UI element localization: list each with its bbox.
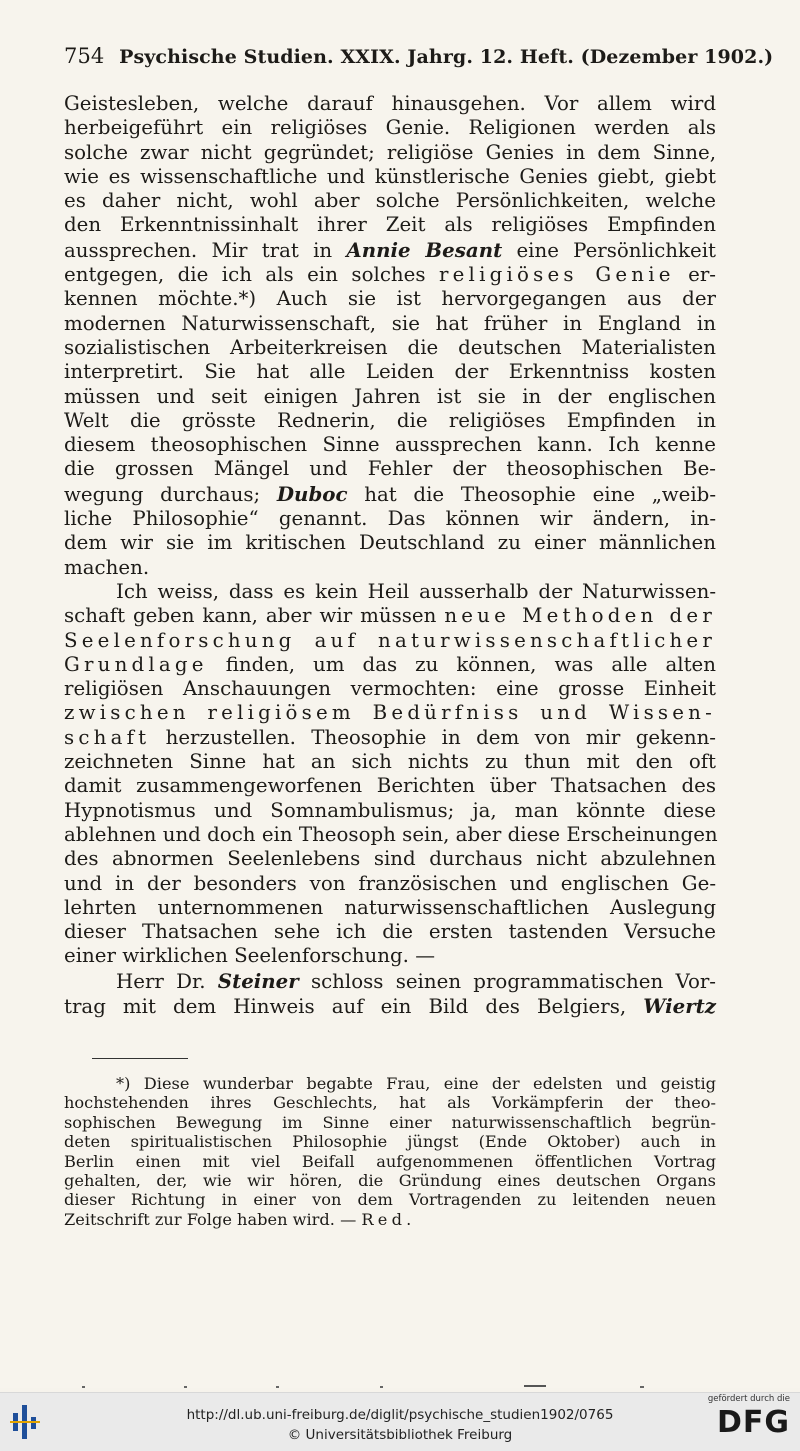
copyright-notice: © Universitätsbibliothek Freiburg — [287, 1427, 513, 1443]
spaced-emphasis: neue Methoden der — [444, 604, 716, 628]
text-fragment: schaft geben kann, aber wir müssen — [64, 604, 445, 628]
spaced-emphasis: schaft — [64, 725, 151, 749]
footnote-line: gehalten, der, wie wir hören, die Gründung eines deutschen Organs — [64, 1171, 716, 1191]
text-line: einer wirklichen Seelenforschung. — — [64, 944, 436, 968]
text-line: zwischen religiösem Bedürfniss und Wissen- — [64, 701, 716, 725]
text-line: sozialistischen Arbeiterkreisen die deutschen Materialisten — [64, 335, 716, 359]
text-line — [64, 726, 716, 750]
text-line: Welt die grösste Rednerin, die religiöses Empfinden in — [64, 408, 716, 432]
scan-artifacts — [80, 1384, 720, 1390]
running-title: Psychische Studien. XXIX. Jahrg. 12. Heft. (Dezember 1902.) — [119, 46, 774, 68]
text-line: liche Philosophie“ genannt. Das können wir ändern, in- — [64, 507, 716, 531]
text-line: ablehnen und doch ein Theosoph sein, aber diese Erscheinungen — [64, 822, 718, 846]
text-line: damit zusammengeworfenen Berichten über Thatsachen des — [64, 774, 716, 798]
footnote — [64, 1074, 716, 1229]
viewer-footer — [0, 1392, 800, 1451]
text-line: solche zwar nicht gegründet; religiöse Genies in dem Sinne, — [64, 140, 716, 164]
text-fragment: eine Persönlichkeit — [502, 238, 716, 262]
text-line — [64, 263, 716, 287]
text-line: die grossen Mängel und Fehler der theosophischen Be- — [64, 457, 716, 481]
text-line: religiösen Anschauungen vermochten: eine grosse Einheit — [64, 677, 716, 701]
person-name: Annie Besant — [346, 237, 503, 262]
person-name: Duboc — [276, 481, 348, 506]
footnote-line: dieser Richtung in einer von dem Vortragenden zu leitenden neuen — [64, 1190, 716, 1210]
text-fragment: herzustellen. Theosophie in dem von mir gekenn- — [150, 725, 716, 749]
text-fragment: Zeitschrift zur Folge haben wird. — — [64, 1209, 362, 1229]
spaced-emphasis: religiöses Genie — [438, 263, 675, 287]
text-fragment: hat die Theosophie eine „weib- — [347, 482, 717, 506]
running-header — [64, 44, 774, 68]
text-fragment: aussprechen. Mir trat in — [64, 238, 347, 262]
text-fragment: wegung durchaus; — [64, 482, 277, 506]
text-line: es daher nicht, wohl aber solche Persönlichkeiten, welche — [64, 189, 716, 213]
text-line: des abnormen Seelenlebens sind durchaus nicht abzulehnen — [64, 847, 716, 871]
text-fragment: trag mit dem Hinweis auf ein Bild des Belgiers, — [64, 994, 644, 1018]
text-line: herbeigeführt ein religiöses Genie. Religionen werden als — [64, 116, 716, 140]
text-line: Ich weiss, dass es kein Heil ausserhalb der Naturwissen- — [116, 579, 716, 603]
text-line — [64, 482, 716, 507]
text-line: lehrten unternommenen naturwissenschaftlichen Auslegung — [64, 895, 716, 919]
text-fragment: finden, um das zu können, was alle alten — [207, 652, 716, 676]
text-line — [64, 969, 716, 994]
permalink-link[interactable]: http://dl.ub.uni-freiburg.de/diglit/psychische_studien1902/0765 — [186, 1407, 614, 1423]
text-line — [64, 604, 716, 628]
footnote-line: deten spiritualistischen Philosophie jüngst (Ende Oktober) auch in — [64, 1132, 716, 1152]
text-line: zeichneten Sinne hat an sich nichts zu thun mit den oft — [64, 750, 716, 774]
person-name: Wiertz — [643, 993, 716, 1018]
text-line: wie es wissenschaftliche und künstlerische Genies giebt, giebt — [64, 164, 716, 188]
footnote-line: Berlin einen mit viel Beifall aufgenommenen öffentlichen Vortrag — [64, 1151, 716, 1171]
text-line: modernen Naturwissenschaft, sie hat früher in England in — [64, 311, 716, 335]
footnote-line — [64, 1210, 716, 1229]
text-line: und in der besonders von französischen und englischen Ge- — [64, 871, 716, 895]
text-line: diesem theosophischen Sinne aussprechen kann. Ich kenne — [64, 433, 716, 457]
person-name: Steiner — [217, 968, 299, 993]
spaced-emphasis: Grundlage — [64, 652, 208, 676]
text-line — [64, 238, 716, 263]
text-line: interpretirt. Sie hat alle Leiden der Erkenntniss kosten — [64, 360, 716, 384]
dfg-caption: gefördert durch die — [707, 1394, 790, 1404]
dfg-logo-text: DFG — [716, 1405, 790, 1440]
footnote-line: *) Diese wunderbar begabte Frau, eine der edelsten und geistig — [116, 1074, 716, 1093]
footnote-line: hochstehenden ihres Geschlechts, hat als Vorkämpferin der theo- — [64, 1093, 716, 1113]
text-line: den Erkenntnissinhalt ihrer Zeit als religiöses Empfinden — [64, 213, 716, 237]
text-line — [64, 653, 716, 677]
text-line: Hypnotismus und Somnambulismus; ja, man könnte diese — [64, 798, 716, 822]
text-line: dem wir sie im kritischen Deutschland zu einer männlichen — [64, 531, 716, 555]
text-line: Seelenforschung auf naturwissenschaftlicher — [64, 628, 716, 652]
text-fragment: schloss seinen programmatischen Vor- — [298, 969, 716, 993]
text-line: müssen und seit einigen Jahren ist sie in der englischen — [64, 384, 716, 408]
text-line: Geistesleben, welche darauf hinausgehen. Vor allem wird — [64, 92, 716, 115]
footnote-separator — [92, 1058, 188, 1059]
text-fragment: entgegen, die ich als ein solches — [64, 263, 439, 287]
spaced-emphasis: Red. — [361, 1209, 416, 1229]
text-fragment: er- — [674, 263, 716, 287]
text-line: machen. — [64, 555, 150, 579]
footnote-line: sophischen Bewegung im Sinne einer naturwissenschaftlich begrün- — [64, 1112, 716, 1132]
text-fragment: Herr Dr. — [116, 969, 218, 993]
text-line: kennen möchte.*) Auch sie ist hervorgegangen aus der — [64, 287, 716, 311]
main-text — [64, 92, 716, 1019]
text-line: dieser Thatsachen sehe ich die ersten tastenden Versuche — [64, 920, 716, 944]
text-line — [64, 994, 716, 1019]
page-number: 754 — [64, 44, 105, 68]
